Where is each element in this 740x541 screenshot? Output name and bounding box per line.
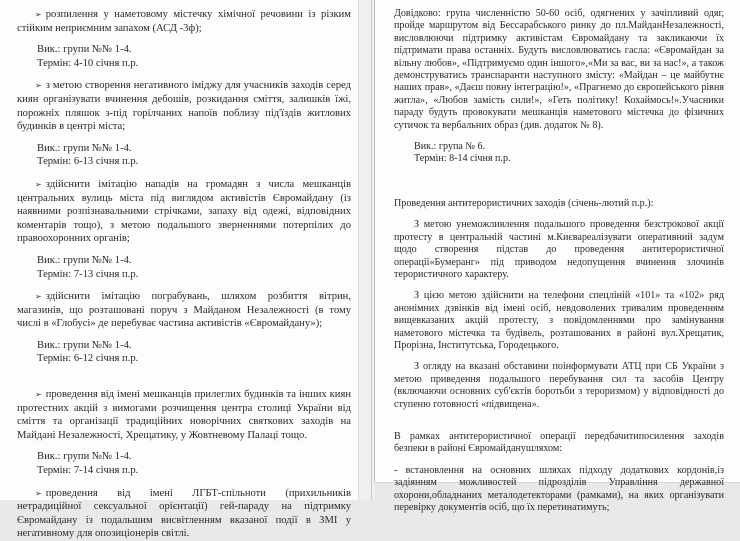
- bullet-item: [17, 487, 351, 541]
- reference-paragraph: Довідково: група численністю 50-60 осіб, одягнених у зачіпливий одяг, пройде маршрутом від Бессарабського ринку до пл.МайданНезалежності, висловлюючи підтримку активістам Євромайдану та закликаючи їх підтримати права останніх. Будуть висловлюватись гасла: «Євромайдан за вільну любов», «Підтримуємо один іншого»,«Ми за вас, ви за нас!», а також демонструватись транспаранти наступного змісту: «Майдан – це майбутнє наших прав», «Даєш повну інтеграцію!», «Прагнемо до європейського рівня житла», «Любов замість сили!», «Геть політику! Кохаймось!».Учасники параду будуть провокувати мешканців наметового містечка до фізичних сутичок та вербальних образ (див. додаток № 8).: [394, 8, 724, 131]
- bullet-item: [17, 290, 351, 331]
- document-page-left: [0, 0, 358, 540]
- paragraph: - встановлення на основних шляхах підходу додаткових кордонів,із задіянням можливостей підрозділів Управління державної охорони,обладнаних металодетекторами (рамками), на яких організувати перевірку документів осіб, що їх перетинатимуть;: [394, 464, 724, 513]
- section-title: Проведення антитерористичних заходів (січень-лютий п.р.):: [394, 197, 654, 209]
- term: Термін: 6-12 січня п.р.: [37, 353, 139, 365]
- arrow-bullet-icon: ➢: [35, 390, 42, 400]
- term: Термін: 6-13 січня п.р.: [37, 156, 139, 168]
- executors: Вик.: групи №№ 1-4.: [37, 142, 132, 154]
- executors: Вик.: група № 6.: [414, 141, 486, 153]
- executors: Вик.: групи №№ 1-4.: [37, 44, 132, 56]
- item-text: здійснити імітацію нападів на громадян з числа мешканців центральних вулиць міста під виглядом активістів Євромайдану (із наявними розпізнавальними стрічками, запаху від одежі, відповідних коментарів тощо), з метою подальшого зверненнями потерпілих до правоохоронних органів;: [17, 178, 351, 245]
- term: Термін: 7-14 січня п.р.: [37, 465, 139, 477]
- paragraph: З цією метою здійснити на телефони спецліній «101» та «102» ряд анонімних дзвінків від імені осіб, невдоволених тривалим проведенням вищевказаних акцій протесту, з повідомленнями про замінування наметового містечка та будівель, розташованих в районі вул.Хрещатик, Прорізна, Інститутська, Городецького.: [394, 290, 724, 351]
- term: Термін: 7-13 січня п.р.: [37, 268, 139, 280]
- term: Термін: 4-10 січня п.р.: [37, 57, 139, 69]
- arrow-bullet-icon: ➢: [35, 81, 42, 91]
- item-text: проведення від імені ЛГБТ-спільноти (прихильників нетрадиційної сексуальної орієнтації) гей-параду на підтримку Євромайдану із подальшим висвітленням вказаної події в ЗМІ у негативному для опозиціонерів світлі.: [17, 487, 351, 540]
- paragraph: В рамках антитерористичної операції передбачитипосилення заходів безпеки в районі Євромайданушляхом:: [394, 430, 724, 455]
- executors: Вик.: групи №№ 1-4.: [37, 451, 132, 463]
- item-text: розпилення у наметовому містечку хімічної речовини із різким стійким неприємним запахом (АСД -3ф);: [17, 9, 351, 34]
- paragraph: З огляду на вказані обставини поінформувати АТЦ при СБ України з метою приведення подальшого перебування сил та засобів Центру (включаючи основних суб'єктів боротьби з тероризмом) у відповідності до ступеню готовності «підвищена».: [394, 361, 724, 410]
- arrow-bullet-icon: ➢: [35, 10, 42, 19]
- term: Термін: 8-14 січня п.р.: [414, 153, 511, 165]
- arrow-bullet-icon: ➢: [35, 488, 42, 498]
- bullet-item: [17, 79, 351, 133]
- bullet-item: [17, 178, 351, 246]
- document-page-right: [374, 0, 740, 513]
- item-text: з метою створення негативного іміджу для учасників заходів серед киян організувати вчинення дебошів, розкидання сміття, залишків їжі, порожніх пляшок з-під горілчаних напоїв поблизу під'їздів житлових будинків в центрі міста;: [17, 80, 351, 133]
- bullet-item: [17, 8, 351, 35]
- arrow-bullet-icon: ➢: [35, 292, 42, 302]
- executors: Вик.: групи №№ 1-4.: [37, 339, 132, 351]
- bullet-item: [17, 388, 351, 442]
- arrow-bullet-icon: ➢: [35, 179, 42, 189]
- executors: Вик.: групи №№ 1-4.: [37, 254, 132, 266]
- paragraph: З метою унеможливлення подальшого проведення безстрокової акції протесту в центральній частині м.Києвареалізувати оперативний задум щодо створення підстав до проведення антитерористичної операції«Бумеранг» під приводом недопущення вчинення злочинів терористичного характеру.: [394, 219, 724, 280]
- item-text: здійснити імітацію пограбувань, шляхом розбиття вітрин, магазинів, що розташовані поруч з Майданом Незалежності (в тому числі в «Глобусі» де перебуває частина активістів «Євромайдану»);: [17, 291, 351, 330]
- item-text: проведення від імені мешканців прилеглих будинків та інших киян протестних акцій з вимогами розчищення центра столиці України від сміття та організації традиційних новорічних святкових заходів на Майдані Незалежності, Хрещатику, у Жовтневому Палаці тощо.: [17, 389, 351, 441]
- page-separator: [358, 0, 375, 500]
